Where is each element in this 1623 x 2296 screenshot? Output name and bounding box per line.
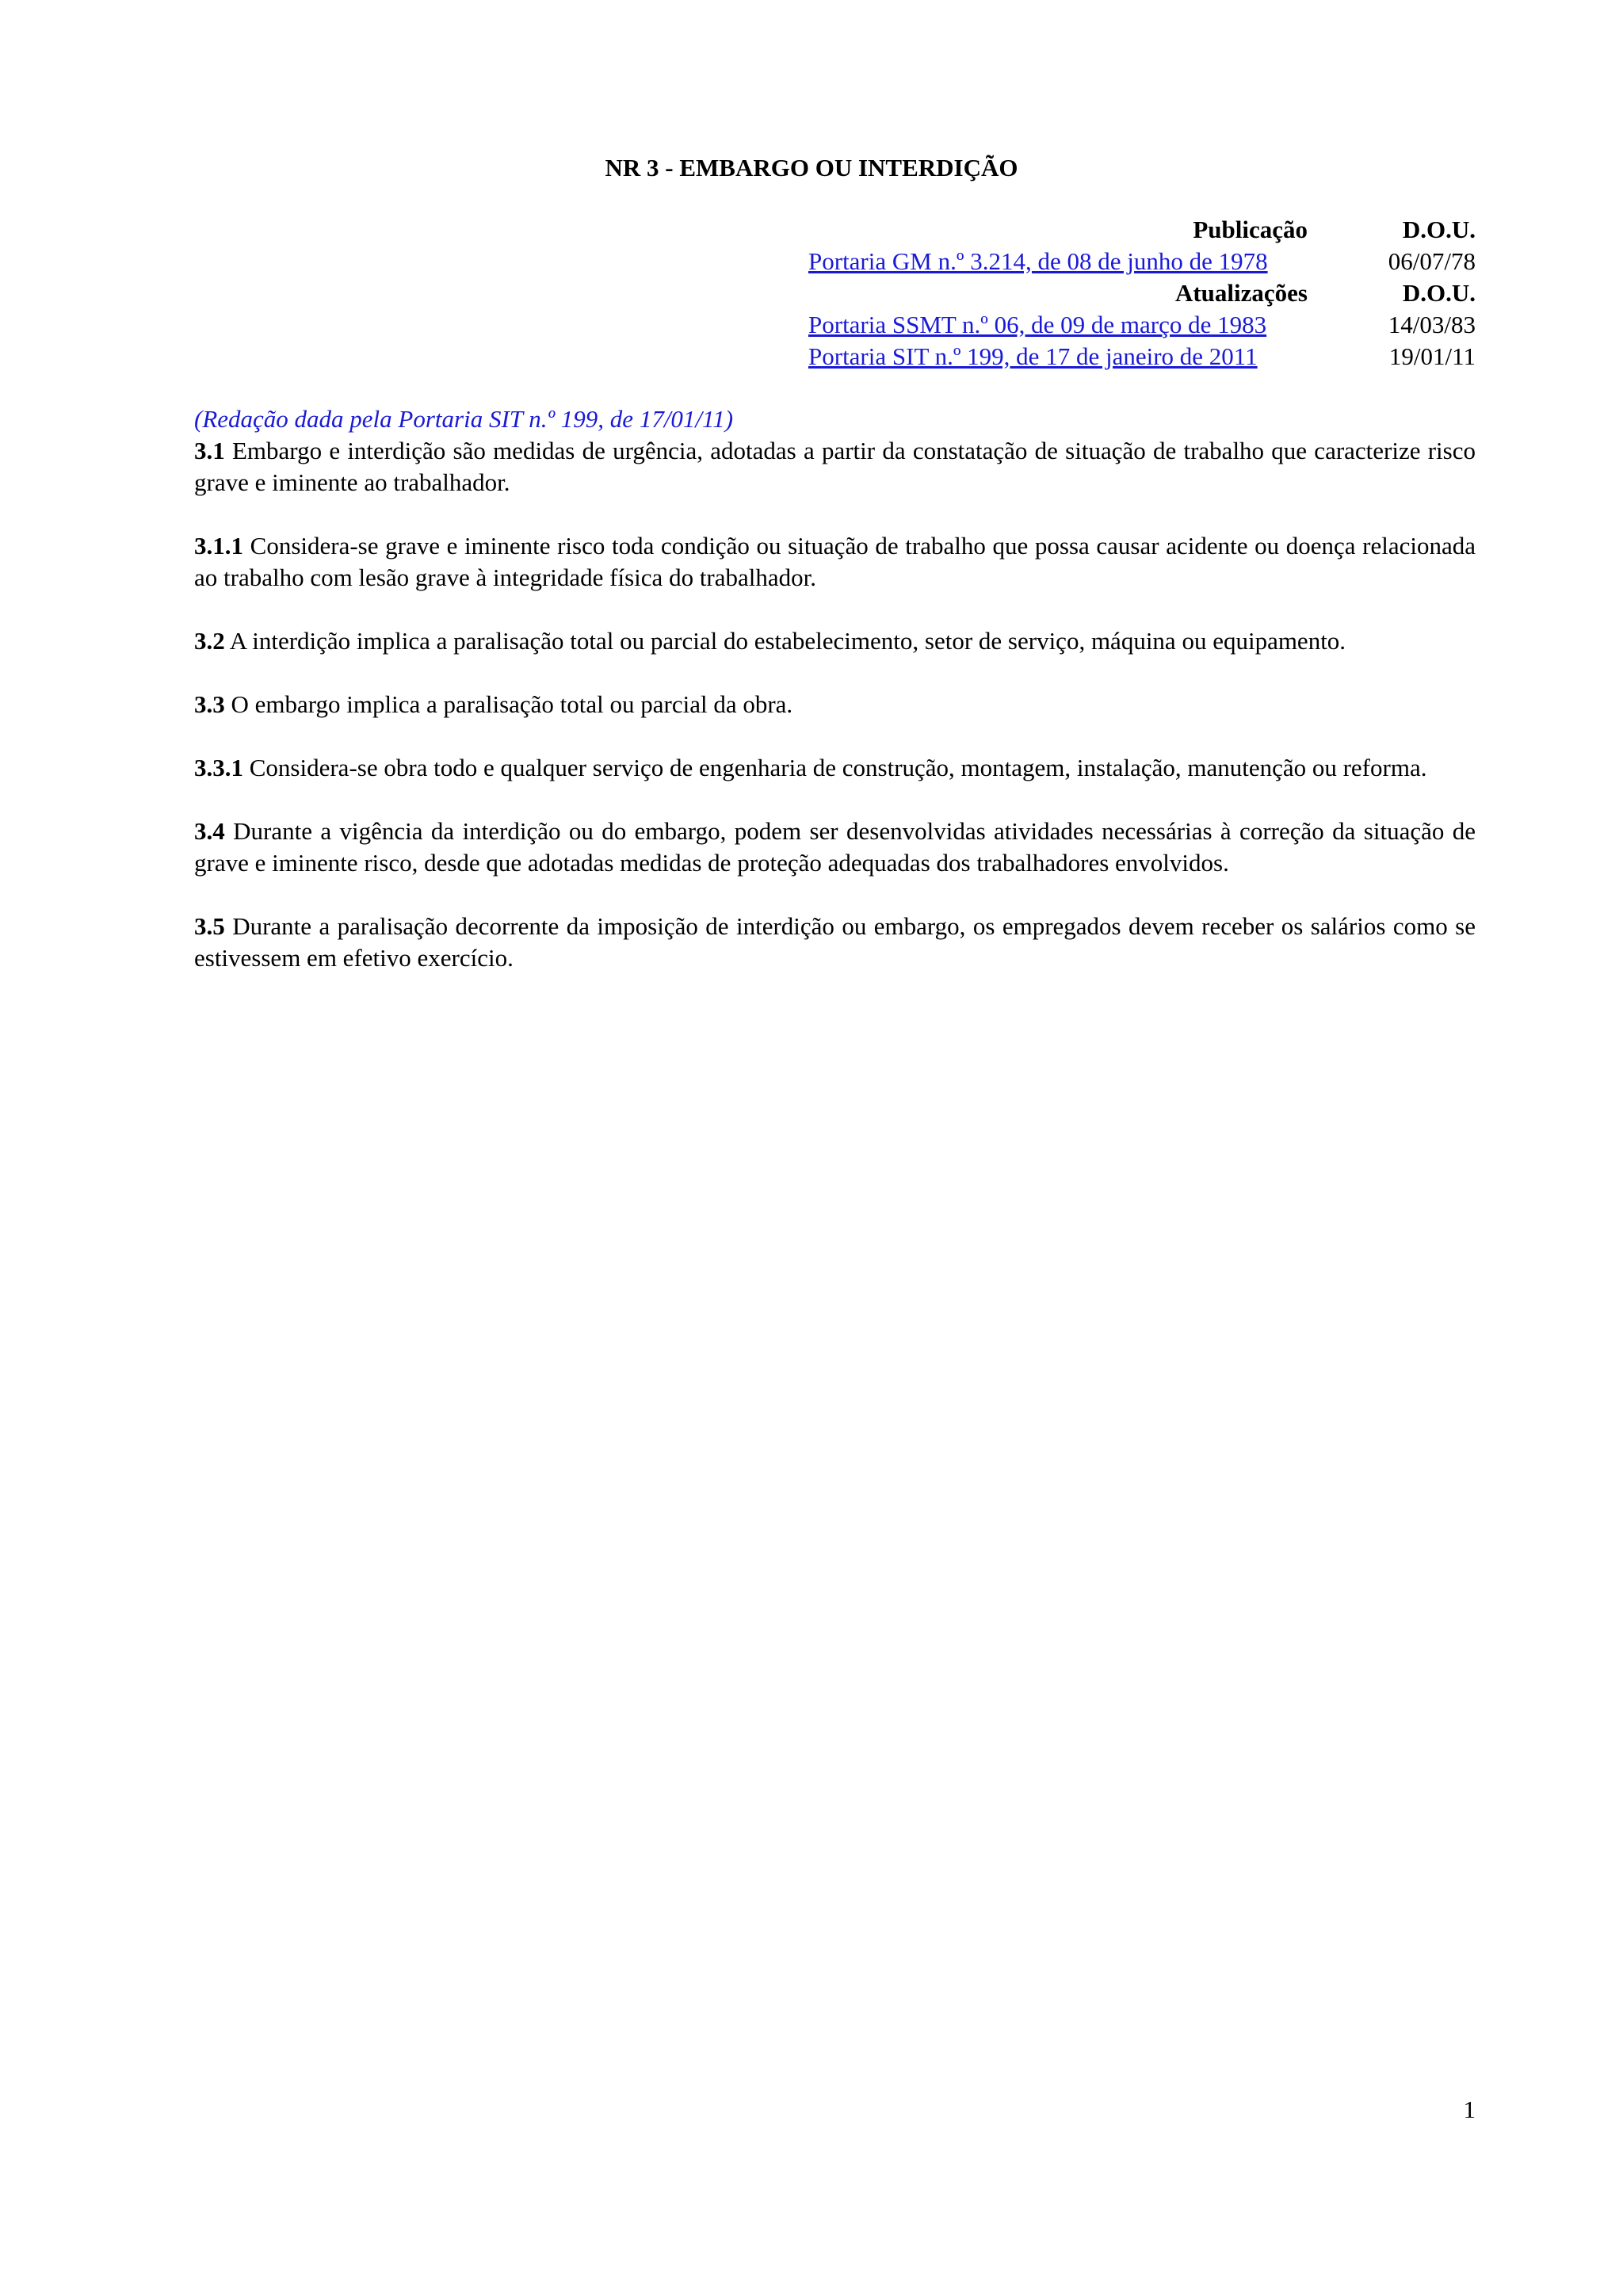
updates-header: Atualizações <box>1174 279 1308 307</box>
publication-table <box>808 214 1476 372</box>
section-3-3-1 <box>194 752 1476 784</box>
section-text: Durante a paralisação decorrente da imposição de interdição ou embargo, os empregados devem receber os salários como se estivessem em efetivo exercício. <box>194 912 1476 972</box>
section-number: 3.1.1 <box>194 532 243 560</box>
section-text: Considera-se grave e iminente risco toda condição ou situação de trabalho que possa causar acidente ou doença relacionada ao trabalho com lesão grave à integridade física do trabalhador. <box>194 532 1476 591</box>
document-title: NR 3 - EMBARGO OU INTERDIÇÃO <box>605 154 1018 181</box>
section-text: Embargo e interdição são medidas de urgência, adotadas a partir da constatação de situação de trabalho que caracterize risco grave e iminente ao trabalhador. <box>194 437 1476 496</box>
update-date: 19/01/11 <box>1388 342 1476 370</box>
section-3-1 <box>194 435 1476 499</box>
portaria-gm-3214-link[interactable]: Portaria GM n.º 3.214, de 08 de junho de 1978 <box>808 247 1268 275</box>
updates-dou-header: D.O.U. <box>1402 279 1476 307</box>
portaria-ssmt-06-link[interactable]: Portaria SSMT n.º 06, de 09 de março de 1983 <box>808 311 1267 338</box>
update-date: 14/03/83 <box>1388 311 1476 338</box>
portaria-sit-199-link[interactable]: Portaria SIT n.º 199, de 17 de janeiro de 2011 <box>808 342 1258 370</box>
section-text: A interdição implica a paralisação total ou parcial do estabelecimento, setor de serviço, máquina ou equipamento. <box>229 627 1346 655</box>
section-number: 3.5 <box>194 912 225 940</box>
updates-header-row <box>808 277 1476 309</box>
publication-row <box>808 246 1476 277</box>
publication-date: 06/07/78 <box>1388 247 1476 275</box>
section-number: 3.3 <box>194 690 225 718</box>
section-number: 3.4 <box>194 817 225 845</box>
section-number: 3.2 <box>194 627 225 655</box>
section-3-1-1 <box>194 530 1476 594</box>
update-row <box>808 309 1476 341</box>
document-body <box>194 403 1476 1006</box>
update-row <box>808 341 1476 372</box>
section-number: 3.1 <box>194 437 225 464</box>
page-number: 1 <box>1463 2095 1476 2123</box>
redaction-note: (Redação dada pela Portaria SIT n.º 199, de 17/01/11) <box>194 405 734 433</box>
section-text: O embargo implica a paralisação total ou parcial da obra. <box>231 690 793 718</box>
section-3-2 <box>194 625 1476 657</box>
publication-header: Publicação <box>1193 216 1308 243</box>
section-text: Considera-se obra todo e qualquer serviço de engenharia de construção, montagem, instalação, manutenção ou reforma. <box>249 754 1427 781</box>
section-3-4 <box>194 816 1476 879</box>
section-3-3 <box>194 689 1476 720</box>
section-3-5 <box>194 911 1476 974</box>
publication-header-row <box>808 214 1476 246</box>
section-text: Durante a vigência da interdição ou do embargo, podem ser desenvolvidas atividades necessárias à correção da situação de grave e iminente risco, desde que adotadas medidas de proteção adequadas dos trabalhadores envolvidos. <box>194 817 1476 877</box>
section-number: 3.3.1 <box>194 754 243 781</box>
dou-header: D.O.U. <box>1402 216 1476 243</box>
